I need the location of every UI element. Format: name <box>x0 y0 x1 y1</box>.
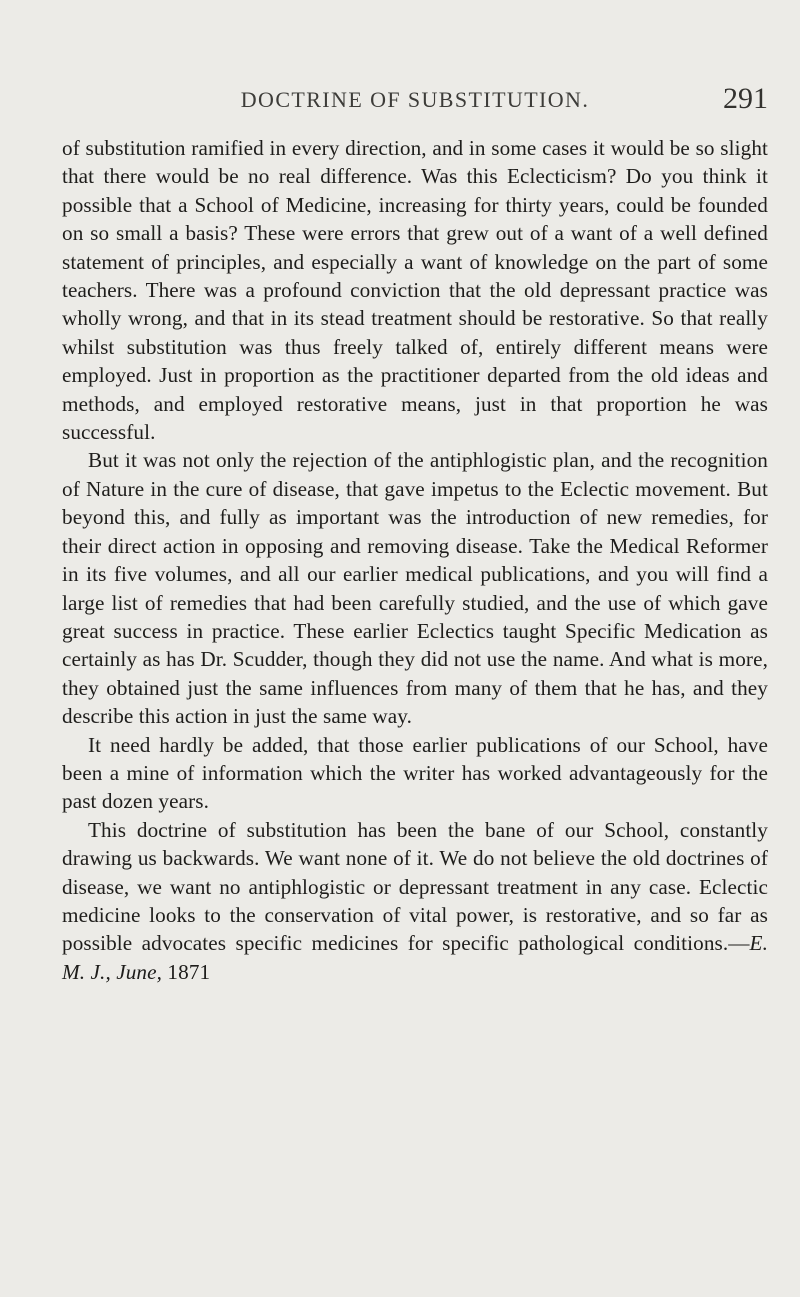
citation-year: 1871 <box>162 959 211 984</box>
paragraph-4 <box>62 816 768 986</box>
body-text <box>62 134 768 986</box>
paragraph-3: It need hardly be added, that those earlier publications of our School, have been a mine of information which the writer has worked advantageously for the past dozen years. <box>62 732 768 814</box>
citation: E. M. J., June, <box>62 931 768 984</box>
paragraph-2: But it was not only the rejection of the antiphlogistic plan, and the recognition of Nature in the cure of disease, that gave impetus to the Eclectic movement. But beyond this, and fully as important was the introduction of new remedies, for their direct action in opposing and removing disease. Take the Medical Reformer in its five volumes, and all our earlier medical publications, and you will find a large list of remedies that had been carefully studied, and the use of which gave great success in practice. These earlier Eclectics taught Specific Medication as certainly as has Dr. Scudder, though they did not use the name. And what is more, they obtained just the same influences from many of them that he has, and they describe this action in just the same way. <box>62 448 768 729</box>
running-head <box>62 82 768 116</box>
page-number: 291 <box>723 82 768 115</box>
paragraph-1: of substitution ramified in every direction, and in some cases it would be so slight that there would be no real difference. Was this Eclecticism? Do you think it possible that a School of Medicine, increasing for thirty years, could be founded on so small a basis? These were errors that grew out of a want of a well defined statement of principles, and especially a want of knowledge on the part of some teachers. There was a profound conviction that the old depressant practice was wholly wrong, and that in its stead treatment should be restorative. So that really whilst substitution was thus freely talked of, entirely different means were employed. Just in proportion as the practitioner departed from the old ideas and methods, and employed restorative means, just in that proportion he was successful. <box>62 136 768 445</box>
running-head-title: DOCTRINE OF SUBSTITUTION. <box>240 87 590 112</box>
paragraph-4-text: This doctrine of substitution has been the bane of our School, constantly drawing us backwards. We want none of it. We do not believe the old doctrines of disease, we want no antiphlogistic or depressant treatment in any case. Eclectic medicine looks to the conservation of vital power, is restorative, and so far as possible advocates specific medicines for specific pathological conditions.— <box>62 817 768 956</box>
